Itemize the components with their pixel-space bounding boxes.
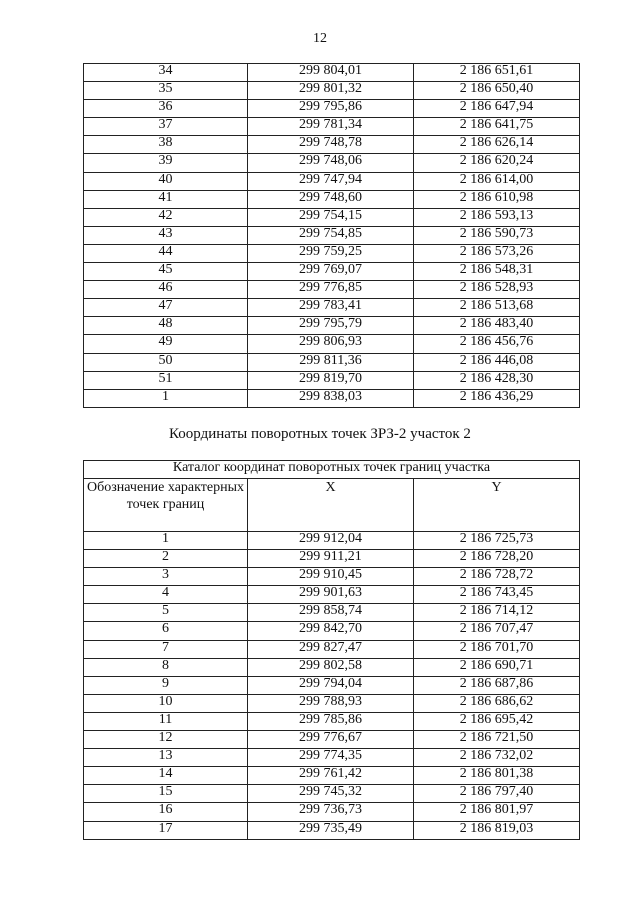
y-coordinate-cell: 2 186 725,73 xyxy=(414,532,580,550)
table-row xyxy=(84,658,580,676)
table-row xyxy=(84,172,580,190)
y-coordinate-cell: 2 186 797,40 xyxy=(414,785,580,803)
point-number-cell: 35 xyxy=(84,82,248,100)
y-coordinate-cell: 2 186 701,70 xyxy=(414,640,580,658)
y-coordinate-cell: 2 186 721,50 xyxy=(414,731,580,749)
column-header-point: Обозначение характерных точек границ xyxy=(84,479,248,532)
y-coordinate-cell: 2 186 651,61 xyxy=(414,64,580,82)
point-number-cell: 40 xyxy=(84,172,248,190)
point-number-cell: 6 xyxy=(84,622,248,640)
y-coordinate-cell: 2 186 801,97 xyxy=(414,803,580,821)
y-coordinate-cell: 2 186 610,98 xyxy=(414,190,580,208)
table-row xyxy=(84,244,580,262)
x-coordinate-cell: 299 748,06 xyxy=(248,154,414,172)
page-number: 12 xyxy=(313,31,327,46)
x-coordinate-cell: 299 827,47 xyxy=(248,640,414,658)
point-number-cell: 9 xyxy=(84,676,248,694)
x-coordinate-cell: 299 769,07 xyxy=(248,263,414,281)
x-coordinate-cell: 299 911,21 xyxy=(248,550,414,568)
point-number-cell: 36 xyxy=(84,100,248,118)
point-number-cell: 50 xyxy=(84,353,248,371)
coordinates-table-continued xyxy=(83,63,580,408)
table-row xyxy=(84,694,580,712)
point-number-cell: 14 xyxy=(84,767,248,785)
point-number-cell: 47 xyxy=(84,299,248,317)
point-number-cell: 49 xyxy=(84,335,248,353)
table-row xyxy=(84,785,580,803)
x-coordinate-cell: 299 912,04 xyxy=(248,532,414,550)
point-number-cell: 34 xyxy=(84,64,248,82)
y-coordinate-cell: 2 186 819,03 xyxy=(414,821,580,839)
x-coordinate-cell: 299 759,25 xyxy=(248,244,414,262)
table-row xyxy=(84,821,580,839)
table-row xyxy=(84,226,580,244)
table-row xyxy=(84,712,580,730)
y-coordinate-cell: 2 186 528,93 xyxy=(414,281,580,299)
table-row xyxy=(84,803,580,821)
y-coordinate-cell: 2 186 714,12 xyxy=(414,604,580,622)
table-row xyxy=(84,82,580,100)
x-coordinate-cell: 299 754,15 xyxy=(248,208,414,226)
y-coordinate-cell: 2 186 732,02 xyxy=(414,749,580,767)
x-coordinate-cell: 299 776,67 xyxy=(248,731,414,749)
table-header-row xyxy=(84,479,580,532)
y-coordinate-cell: 2 186 695,42 xyxy=(414,712,580,730)
x-coordinate-cell: 299 774,35 xyxy=(248,749,414,767)
y-coordinate-cell: 2 186 428,30 xyxy=(414,371,580,389)
x-coordinate-cell: 299 745,32 xyxy=(248,785,414,803)
y-coordinate-cell: 2 186 728,20 xyxy=(414,550,580,568)
point-number-cell: 15 xyxy=(84,785,248,803)
point-number-cell: 45 xyxy=(84,263,248,281)
table-row xyxy=(84,64,580,82)
y-coordinate-cell: 2 186 626,14 xyxy=(414,136,580,154)
point-number-cell: 3 xyxy=(84,568,248,586)
point-number-cell: 51 xyxy=(84,371,248,389)
y-coordinate-cell: 2 186 707,47 xyxy=(414,622,580,640)
y-coordinate-cell: 2 186 650,40 xyxy=(414,82,580,100)
point-number-cell: 46 xyxy=(84,281,248,299)
table-row xyxy=(84,640,580,658)
table-row xyxy=(84,550,580,568)
x-coordinate-cell: 299 806,93 xyxy=(248,335,414,353)
table-row xyxy=(84,317,580,335)
point-number-cell: 44 xyxy=(84,244,248,262)
x-coordinate-cell: 299 754,85 xyxy=(248,226,414,244)
x-coordinate-cell: 299 747,94 xyxy=(248,172,414,190)
x-coordinate-cell: 299 776,85 xyxy=(248,281,414,299)
x-coordinate-cell: 299 783,41 xyxy=(248,299,414,317)
table-body xyxy=(84,532,580,840)
point-number-cell: 42 xyxy=(84,208,248,226)
table-row xyxy=(84,731,580,749)
y-coordinate-cell: 2 186 456,76 xyxy=(414,335,580,353)
table-row xyxy=(84,568,580,586)
table-row xyxy=(84,622,580,640)
x-coordinate-cell: 299 838,03 xyxy=(248,389,414,407)
table-row xyxy=(84,299,580,317)
y-coordinate-cell: 2 186 728,72 xyxy=(414,568,580,586)
x-coordinate-cell: 299 795,79 xyxy=(248,317,414,335)
x-coordinate-cell: 299 901,63 xyxy=(248,586,414,604)
y-coordinate-cell: 2 186 686,62 xyxy=(414,694,580,712)
y-coordinate-cell: 2 186 573,26 xyxy=(414,244,580,262)
point-number-cell: 4 xyxy=(84,586,248,604)
table-row xyxy=(84,604,580,622)
table-row xyxy=(84,118,580,136)
y-coordinate-cell: 2 186 743,45 xyxy=(414,586,580,604)
x-coordinate-cell: 299 819,70 xyxy=(248,371,414,389)
table-row xyxy=(84,676,580,694)
point-number-cell: 38 xyxy=(84,136,248,154)
point-number-cell: 1 xyxy=(84,389,248,407)
point-number-cell: 12 xyxy=(84,731,248,749)
y-coordinate-cell: 2 186 690,71 xyxy=(414,658,580,676)
x-coordinate-cell: 299 858,74 xyxy=(248,604,414,622)
y-coordinate-cell: 2 186 801,38 xyxy=(414,767,580,785)
x-coordinate-cell: 299 788,93 xyxy=(248,694,414,712)
table-row xyxy=(84,208,580,226)
table-row xyxy=(84,263,580,281)
x-coordinate-cell: 299 748,78 xyxy=(248,136,414,154)
table-row xyxy=(84,136,580,154)
y-coordinate-cell: 2 186 548,31 xyxy=(414,263,580,281)
section-heading: Координаты поворотных точек ЗРЗ-2 участок 2 xyxy=(169,426,471,442)
x-coordinate-cell: 299 842,70 xyxy=(248,622,414,640)
table-row xyxy=(84,100,580,118)
table-caption-row xyxy=(84,461,580,479)
x-coordinate-cell: 299 801,32 xyxy=(248,82,414,100)
y-coordinate-cell: 2 186 647,94 xyxy=(414,100,580,118)
table-row xyxy=(84,749,580,767)
table-row xyxy=(84,281,580,299)
point-number-cell: 10 xyxy=(84,694,248,712)
point-number-cell: 17 xyxy=(84,821,248,839)
point-number-cell: 39 xyxy=(84,154,248,172)
x-coordinate-cell: 299 781,34 xyxy=(248,118,414,136)
table-row xyxy=(84,586,580,604)
point-number-cell: 16 xyxy=(84,803,248,821)
table-row xyxy=(84,190,580,208)
point-number-cell: 11 xyxy=(84,712,248,730)
table-row xyxy=(84,389,580,407)
y-coordinate-cell: 2 186 687,86 xyxy=(414,676,580,694)
table-row xyxy=(84,371,580,389)
y-coordinate-cell: 2 186 446,08 xyxy=(414,353,580,371)
coordinates-catalog-table xyxy=(83,460,580,840)
x-coordinate-cell: 299 804,01 xyxy=(248,64,414,82)
x-coordinate-cell: 299 802,58 xyxy=(248,658,414,676)
point-number-cell: 13 xyxy=(84,749,248,767)
y-coordinate-cell: 2 186 641,75 xyxy=(414,118,580,136)
x-coordinate-cell: 299 910,45 xyxy=(248,568,414,586)
point-number-cell: 8 xyxy=(84,658,248,676)
y-coordinate-cell: 2 186 483,40 xyxy=(414,317,580,335)
y-coordinate-cell: 2 186 436,29 xyxy=(414,389,580,407)
point-number-cell: 1 xyxy=(84,532,248,550)
point-number-cell: 2 xyxy=(84,550,248,568)
table-caption: Каталог координат поворотных точек границ участка xyxy=(84,461,580,479)
point-number-cell: 41 xyxy=(84,190,248,208)
x-coordinate-cell: 299 735,49 xyxy=(248,821,414,839)
y-coordinate-cell: 2 186 614,00 xyxy=(414,172,580,190)
point-number-cell: 48 xyxy=(84,317,248,335)
table-body xyxy=(84,64,580,408)
x-coordinate-cell: 299 736,73 xyxy=(248,803,414,821)
point-number-cell: 43 xyxy=(84,226,248,244)
point-number-cell: 7 xyxy=(84,640,248,658)
point-number-cell: 37 xyxy=(84,118,248,136)
column-header-y: Y xyxy=(414,479,580,532)
column-header-x: X xyxy=(248,479,414,532)
y-coordinate-cell: 2 186 620,24 xyxy=(414,154,580,172)
table-row xyxy=(84,767,580,785)
y-coordinate-cell: 2 186 590,73 xyxy=(414,226,580,244)
x-coordinate-cell: 299 811,36 xyxy=(248,353,414,371)
x-coordinate-cell: 299 794,04 xyxy=(248,676,414,694)
table-row xyxy=(84,532,580,550)
y-coordinate-cell: 2 186 593,13 xyxy=(414,208,580,226)
table-row xyxy=(84,335,580,353)
x-coordinate-cell: 299 761,42 xyxy=(248,767,414,785)
point-number-cell: 5 xyxy=(84,604,248,622)
x-coordinate-cell: 299 785,86 xyxy=(248,712,414,730)
table-row xyxy=(84,154,580,172)
table-row xyxy=(84,353,580,371)
y-coordinate-cell: 2 186 513,68 xyxy=(414,299,580,317)
x-coordinate-cell: 299 795,86 xyxy=(248,100,414,118)
x-coordinate-cell: 299 748,60 xyxy=(248,190,414,208)
